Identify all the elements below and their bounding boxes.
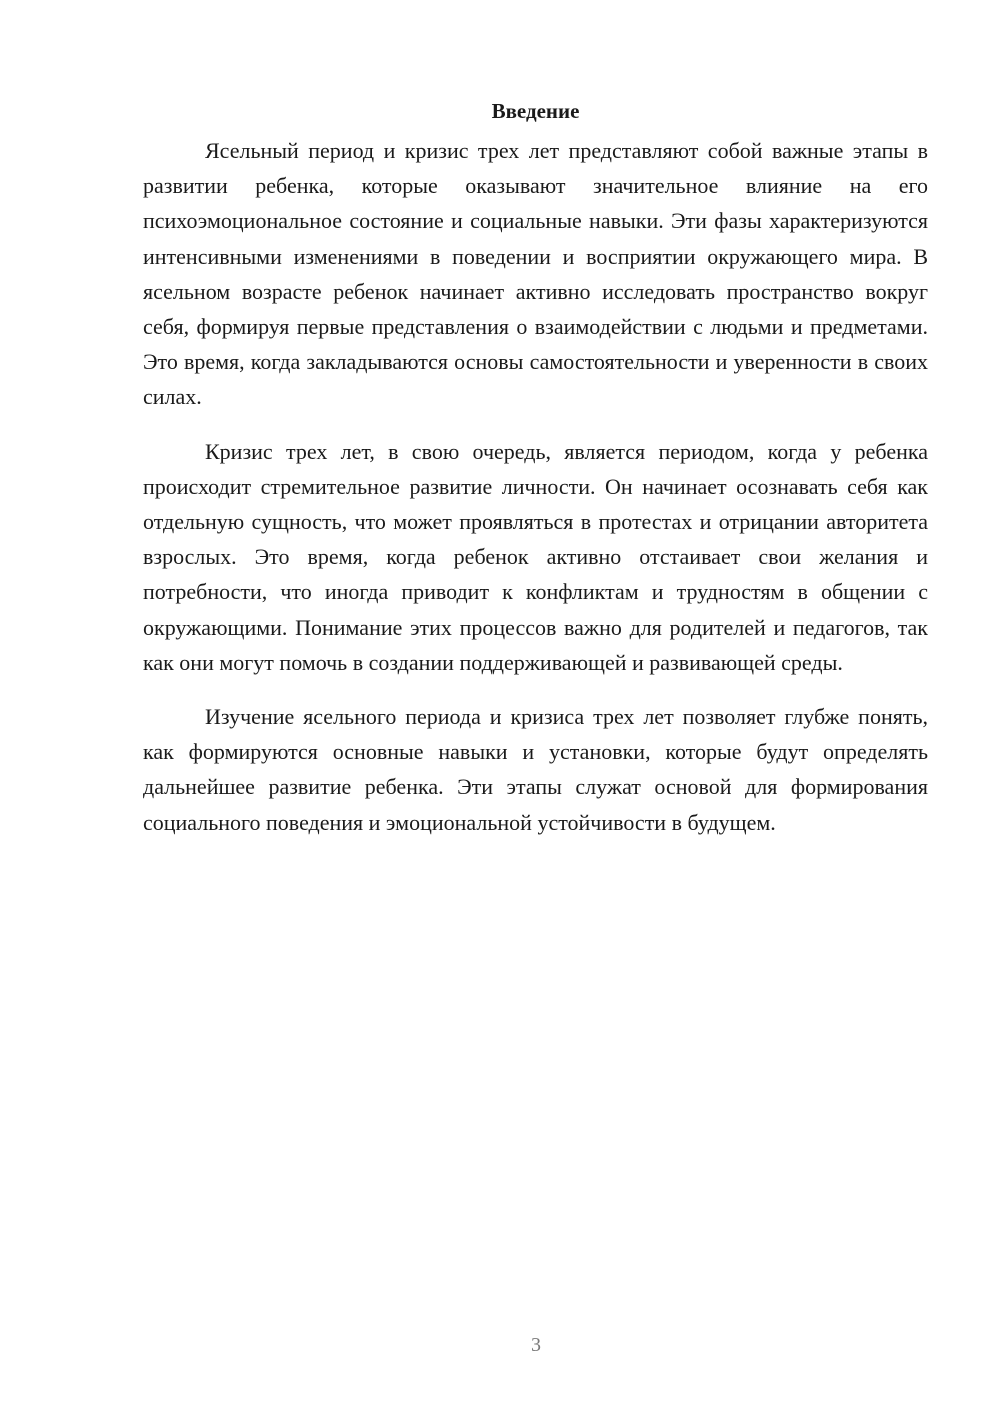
paragraph: Кризис трех лет, в свою очередь, является периодом, когда у ребенка происходит стремительное развитие личности. Он начинает осознавать себя как отдельную сущность, что может проявляться в протестах и отрицании авторитета взрослых. Это время, когда ребенок активно отстаивает свои желания и потребности, что иногда приводит к конфликтам и трудностям в общении с окружающими. Понимание этих процессов важно для родителей и педагогов, так как они могут помочь в создании поддерживающей и развивающей среды. — [143, 438, 928, 675]
paragraph: Ясельный период и кризис трех лет представляют собой важные этапы в развитии ребенка, которые оказывают значительное влияние на его психоэмоциональное состояние и социальные навыки. Эти фазы характеризуются интенсивными изменениями в поведении и восприятии окружающего мира. В ясельном возрасте ребенок начинает активно исследовать пространство вокруг себя, формируя первые представления о взаимодействии с людьми и предметами. Это время, когда закладываются основы самостоятельности и уверенности в своих силах. — [143, 138, 928, 410]
paragraph: Изучение ясельного периода и кризиса трех лет позволяет глубже понять, как формируются основные навыки и установки, которые будут определять дальнейшее развитие ребенка. Эти этапы служат основой для формирования социального поведения и эмоциональной устойчивости в будущем. — [143, 704, 928, 835]
page-content — [143, 94, 928, 859]
page-number: 3 — [531, 1334, 541, 1356]
section-heading: Введение — [491, 99, 580, 123]
